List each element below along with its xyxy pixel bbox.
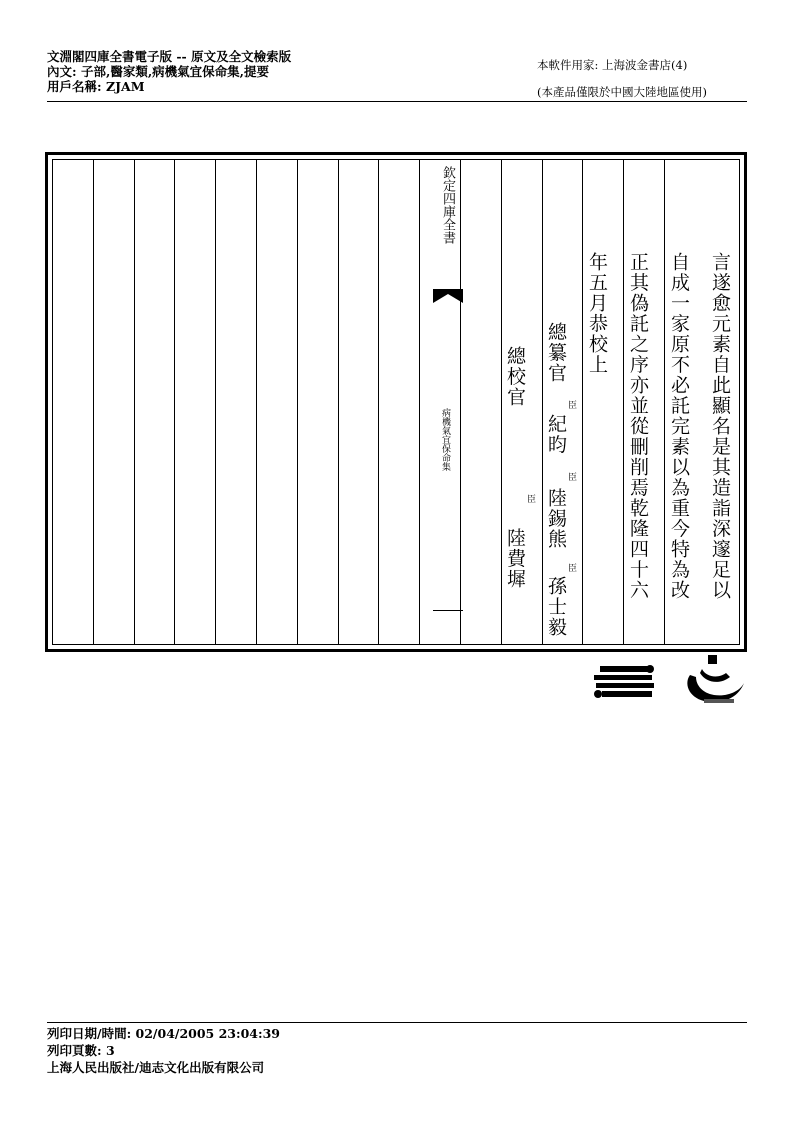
header-region-note: (本產品僅限於中國大陸地區使用) <box>537 85 707 99</box>
footer-divider <box>47 1022 747 1023</box>
header-left <box>47 49 291 94</box>
center-lower-rule <box>433 610 463 611</box>
editor-name-2: 陸錫熊 <box>545 488 567 550</box>
header-right <box>537 52 707 106</box>
page-column <box>175 160 216 644</box>
editor-chief-title: 總纂官 <box>545 322 567 384</box>
page-column <box>298 160 339 644</box>
page-column <box>94 160 135 644</box>
page-column <box>379 160 420 644</box>
publisher: 上海人民出版社/迪志文化出版有限公司 <box>47 1060 265 1075</box>
book-page-inner <box>52 159 740 645</box>
page-column <box>257 160 298 644</box>
text-column-3: 正其偽託之序亦並從刪削焉乾隆四十六 <box>627 252 649 601</box>
header-username: 用戶名稱: ZJAM <box>47 79 145 94</box>
text-column-4: 年五月恭校上 <box>586 252 608 375</box>
text-column-2: 自成一家原不必託完素以為重今特為改 <box>668 252 690 601</box>
page-column <box>135 160 176 644</box>
fishtail-mark-icon <box>433 289 463 303</box>
page-column <box>53 160 94 644</box>
page-column <box>339 160 380 644</box>
header-content-path: 內文: 子部,醫家類,病機氣宜保命集,提要 <box>47 64 270 79</box>
print-page-count: 列印頁數: 3 <box>47 1043 115 1058</box>
editor-name-1: 紀昀 <box>545 414 567 455</box>
minister-mark: 臣 <box>525 494 535 503</box>
page-column <box>461 160 502 644</box>
text-column-1: 言遂愈元素自此顯名是其造詣深邃足以 <box>709 252 731 601</box>
page-column <box>216 160 257 644</box>
minister-mark: 臣 <box>566 400 576 409</box>
proofreader-name: 陸費墀 <box>504 528 526 590</box>
proofreader-title: 總校官 <box>504 346 526 408</box>
page-column <box>583 160 624 644</box>
book-page-frame <box>45 152 747 652</box>
minister-mark: 臣 <box>566 563 576 572</box>
scroll-logo-icon <box>592 664 658 700</box>
header-licensee: 本軟件用家: 上海波金書店(4) <box>537 58 688 72</box>
header-divider <box>47 101 747 102</box>
editor-name-3: 孫士毅 <box>545 576 567 638</box>
footer <box>47 1025 280 1076</box>
center-book-title: 病機氣宜保命集 <box>440 408 450 471</box>
print-datetime: 列印日期/時間: 02/04/2005 23:04:39 <box>47 1026 281 1041</box>
seal-logo-icon <box>684 653 746 707</box>
center-header-text: 欽定四庫全書 <box>440 166 455 244</box>
header-title: 文淵閣四庫全書電子版 -- 原文及全文檢索版 <box>47 49 292 64</box>
minister-mark: 臣 <box>566 472 576 481</box>
